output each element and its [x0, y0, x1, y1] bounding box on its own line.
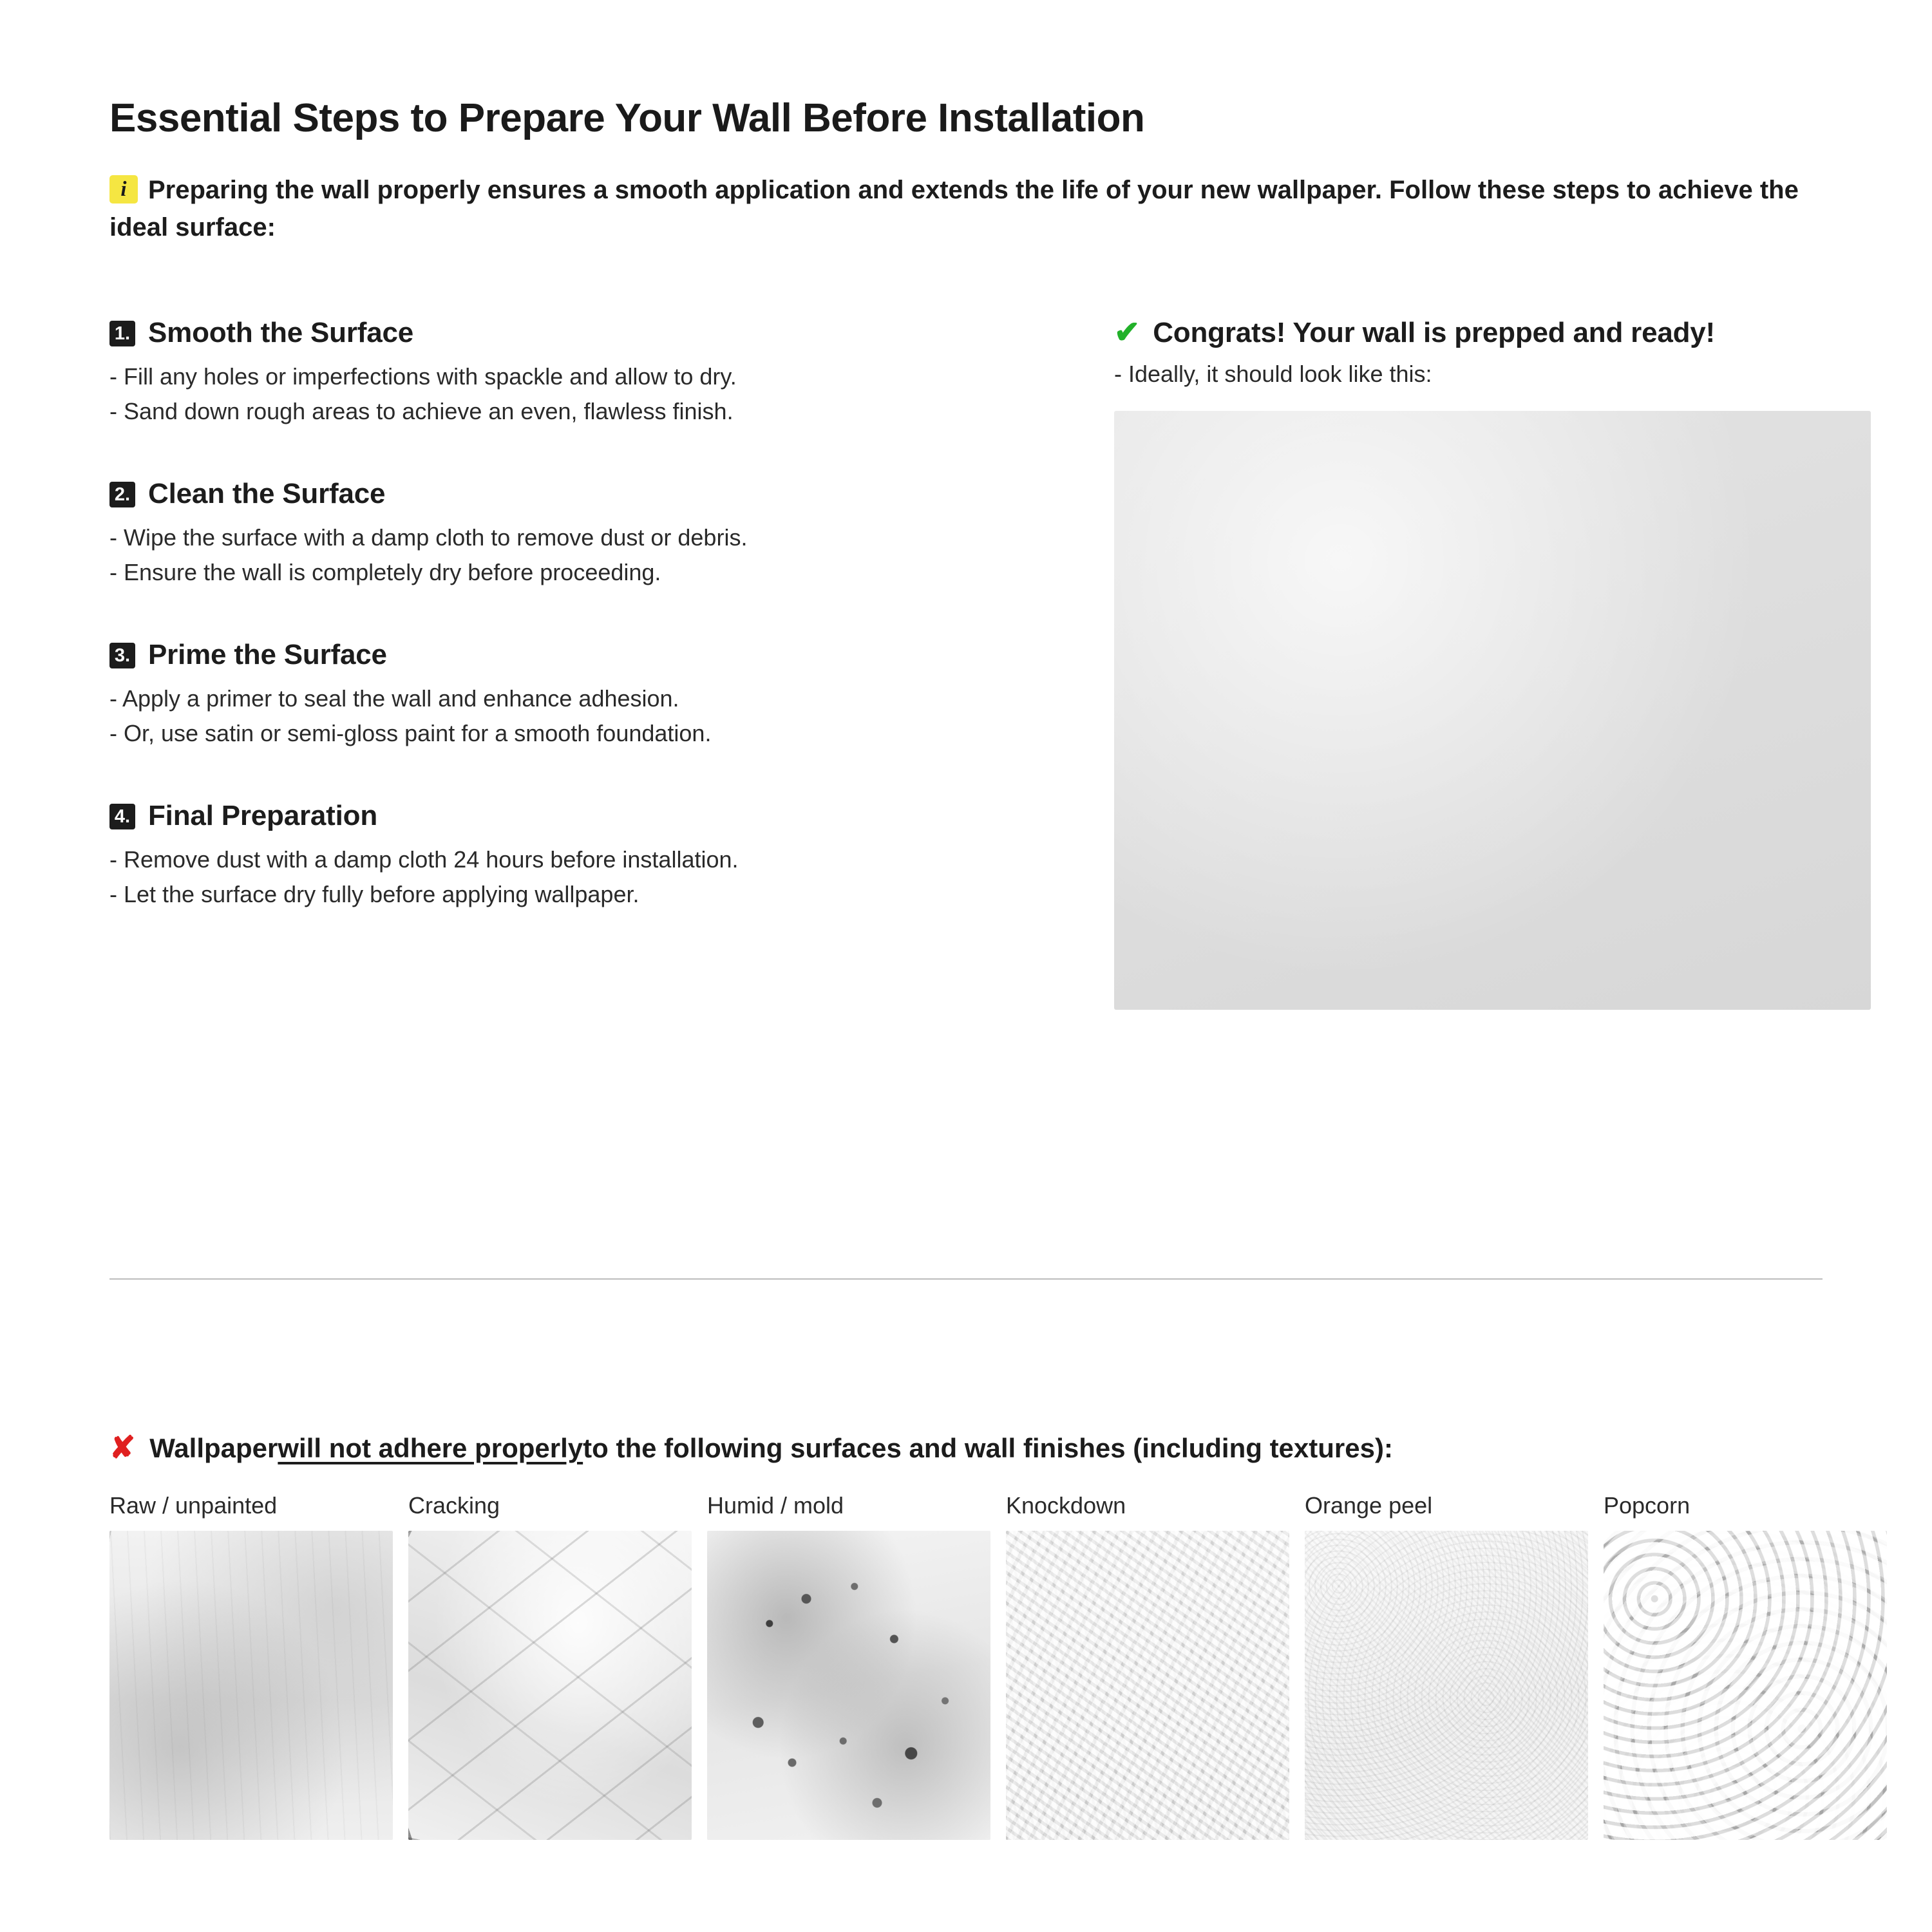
step-line: - Remove dust with a damp cloth 24 hours before installation.: [109, 846, 739, 873]
ready-column: [1088, 317, 1871, 1010]
step-item: [109, 800, 1088, 912]
step-line: - Or, use satin or semi-gloss paint for a smooth foundation.: [109, 720, 712, 747]
step-title: Clean the Surface: [148, 478, 386, 510]
texture-image-knockdown: [1006, 1531, 1289, 1840]
page-title: Essential Steps to Prepare Your Wall Before Installation: [109, 96, 1145, 140]
step-line: - Sand down rough areas to achieve an even, flawless finish.: [109, 398, 734, 425]
texture-label: Orange peel: [1305, 1492, 1433, 1519]
texture-image-orange-peel: [1305, 1531, 1588, 1840]
texture-label: Knockdown: [1006, 1492, 1126, 1519]
step-line: - Let the surface dry fully before applying wallpaper.: [109, 881, 639, 908]
texture-item: [109, 1492, 393, 1840]
step-header: [109, 800, 1088, 832]
step-item: [109, 639, 1088, 751]
texture-label: Cracking: [408, 1492, 500, 1519]
warning-text-after: to the following surfaces and wall finishes (including textures):: [583, 1433, 1393, 1463]
step-number-badge: 2.: [109, 482, 135, 507]
ready-title: Congrats! Your wall is prepped and ready!: [1153, 317, 1716, 349]
step-header: [109, 317, 1088, 349]
x-icon: ✘: [109, 1431, 136, 1465]
warning-header: [109, 1433, 1823, 1464]
content-columns: [109, 317, 1823, 1010]
step-line: - Apply a primer to seal the wall and enhance adhesion.: [109, 685, 679, 712]
texture-image-popcorn: [1604, 1531, 1887, 1840]
step-line: - Wipe the surface with a damp cloth to remove dust or debris.: [109, 524, 748, 551]
step-header: [109, 639, 1088, 671]
info-icon: i: [109, 175, 138, 204]
ready-header: [1114, 317, 1871, 349]
step-title: Final Preparation: [148, 800, 378, 832]
intro-text: Preparing the wall properly ensures a smooth application and extends the life of your new wallpaper. Follow these steps to achieve the ideal surface:: [109, 176, 1799, 242]
step-item: [109, 478, 1088, 590]
warning-text-before: Wallpaper: [149, 1433, 278, 1463]
intro-paragraph: [109, 171, 1823, 246]
step-number-badge: 4.: [109, 804, 135, 829]
warning-text-emphasis: will not adhere properly: [278, 1433, 583, 1463]
texture-item: [1604, 1492, 1887, 1840]
ready-subtitle: - Ideally, it should look like this:: [1114, 361, 1432, 388]
texture-item: [707, 1492, 990, 1840]
texture-gallery: [109, 1492, 1823, 1840]
step-title: Smooth the Surface: [148, 317, 414, 349]
texture-image-raw-unpainted: [109, 1531, 393, 1840]
texture-label: Humid / mold: [707, 1492, 844, 1519]
step-line: - Ensure the wall is completely dry before proceeding.: [109, 559, 661, 586]
texture-item: [1006, 1492, 1289, 1840]
texture-image-cracking: [408, 1531, 692, 1840]
texture-item: [1305, 1492, 1588, 1840]
bad-surfaces-section: [109, 1433, 1823, 1840]
step-number-badge: 3.: [109, 643, 135, 668]
step-title: Prime the Surface: [148, 639, 387, 671]
section-divider: [109, 1278, 1823, 1280]
step-header: [109, 478, 1088, 510]
texture-label: Popcorn: [1604, 1492, 1690, 1519]
prepped-wall-image: [1114, 411, 1871, 1010]
step-line: - Fill any holes or imperfections with spackle and allow to dry.: [109, 363, 737, 390]
texture-label: Raw / unpainted: [109, 1492, 278, 1519]
step-item: [109, 317, 1088, 429]
check-icon: ✔: [1114, 316, 1141, 350]
texture-item: [408, 1492, 692, 1840]
step-number-badge: 1.: [109, 321, 135, 346]
steps-column: [109, 317, 1088, 1010]
texture-image-humid-mold: [707, 1531, 990, 1840]
